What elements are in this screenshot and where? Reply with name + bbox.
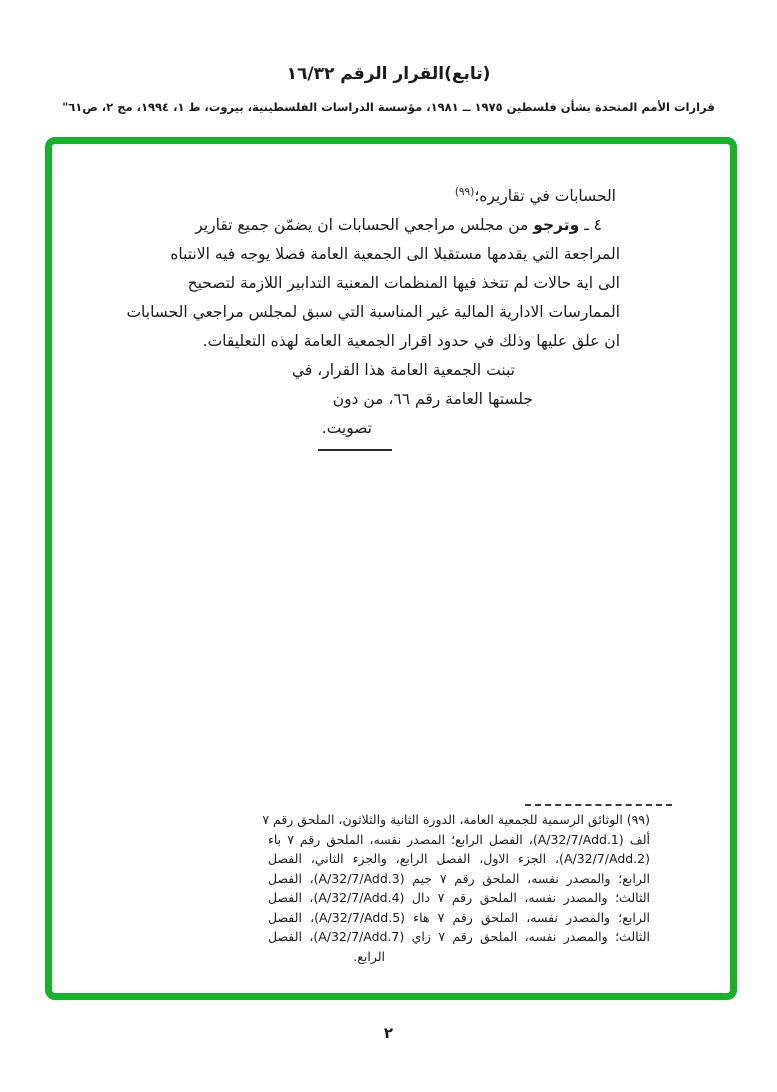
page-number: ٢ [383,1024,394,1042]
resolution-body [126,178,620,451]
continuation-line [133,178,620,211]
paragraph-verb: وترجو [533,216,580,234]
footnote-line: الثالث؛ والمصدر نفسه، الملحق رقم ٧ زاي (A/32/7/Add.7)، الفصل [268,929,650,944]
continuation-text: الحسابات في تقاريره؛ [474,187,616,205]
paragraph-number: ٤ ـ [579,216,602,234]
adoption-line: جلستها العامة رقم ٦٦، من دون [332,390,533,408]
paragraph-line: ان علق عليها وذلك في حدود اقرار الجمعية العامة لهذه التعليقات. [202,332,620,350]
paragraph-line [133,211,620,240]
footnote-block [262,810,651,966]
footnote-line: الرابع؛ والمصدر نفسه، الملحق رقم ٧ هاء (A/32/7/Add.5)، الفصل [268,909,651,925]
paragraph-line: المراجعة التي يقدمها مستقبلا الى الجمعية العامة فصلا يوجه فيه الانتباه [170,245,620,263]
footnote-separator [525,804,672,806]
closing-divider [318,449,392,451]
footnote-line: الرابع. [353,948,385,964]
paragraph-line1-rest: من مجلس مراجعي الحسابات ان يضمّن جميع تقارير [195,216,534,234]
footnote-line: (A/32/7/Add.2)، الجزء الاول، الفصل الرابع، والجزء الثاني، الفصل [268,851,650,866]
footnote-line: (٩٩) الوثائق الرسمية للجمعية العامة، الدورة الثانية والثلاثون، الملحق رقم ٧ [262,812,650,827]
footnote-line: الثالث؛ والمصدر نفسه، الملحق رقم ٧ دال (A/32/7/Add.4)، الفصل [268,890,651,905]
footnote-line: ألف (A/32/7/Add.1)، الفصل الرابع؛ المصدر نفسه، الملحق رقم ٧ باء [268,831,651,847]
footnote-line: الرابع؛ والمصدر نفسه، الملحق رقم ٧ جيم (A/32/7/Add.3)، الفصل [268,870,651,886]
page-title: (تابع)القرار الرقم ١٦/٣٢ [286,64,491,84]
adoption-line: تصويت. [321,419,372,437]
paragraph-line: الممارسات الادارية المالية غير المناسبة التي سبق لمجلس مراجعي الحسابات [126,303,620,321]
adoption-line: تبنت الجمعية العامة هذا القرار، في [292,361,515,379]
paragraph-line: الى اية حالات لم تتخذ فيها المنظمات المعنية التدابير اللازمة لتصحيح [187,274,620,292]
source-citation: قرارات الأمم المتحدة بشأن فلسطين ١٩٧٥ ــ ١٩٨١، مؤسسة الدراسات الفلسطينية، بيروت، ط ١، ١٩٩٤، مج ٢، ص٦١" [62,100,715,114]
footnote-ref-marker: (٩٩) [454,186,475,198]
